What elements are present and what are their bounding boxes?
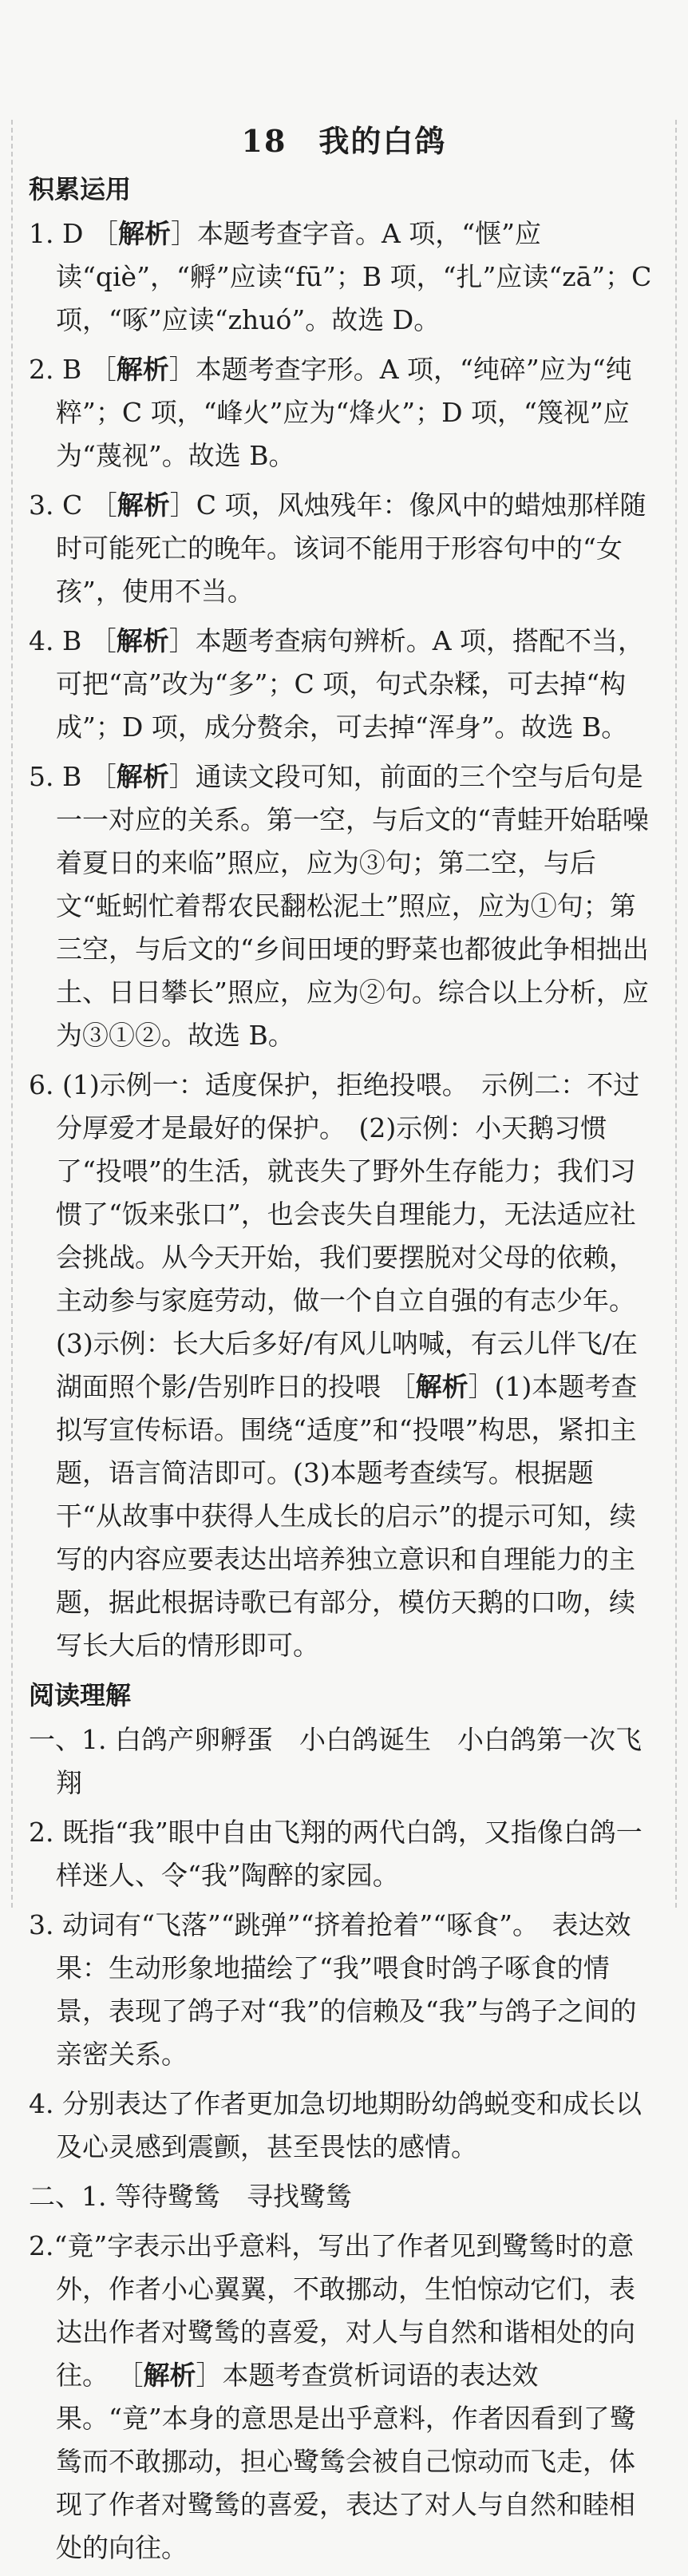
answer-q5: 5. B ［解析］通读文段可知，前面的三个空与后句是一一对应的关系。第一空，与后文的“青蛙开始聒噪着夏日的来临”照应，应为③句；第二空，与后文“蚯蚓忙着帮农民翻松泥土”照应，应为①句；第三空，与后文的“乡间田埂的野菜也都彼此争相拙出土、日日攀长”照应，应为②句。综合以上分析，应为③①②。故选 B。 xyxy=(29,761,649,1051)
answer-q3: 3. C ［解析］C 项，风烛残年：像风中的蜡烛那样随时可能死亡的晚年。该词不能用于形容句中的“女孩”，使用不当。 xyxy=(29,489,646,607)
page-title: 18 我的白鸽 xyxy=(241,123,447,159)
right-dashed-border xyxy=(675,120,677,1908)
section-reading: 阅读理解 xyxy=(29,1680,132,1710)
reading-1-3: 3. 动词有“飞落”“跳弹”“挤着抢着”“啄食”。 表达效果：生动形象地描绘了“我”喂食时鸽子啄食的情景，表现了鸽子对“我”的信赖及“我”与鸽子之间的亲密关系。 xyxy=(29,1909,637,2070)
reading-1-4: 4. 分别表达了作者更加急切地期盼幼鸽蜕变和成长以及心灵感到震颤，甚至畏怯的感情。 xyxy=(29,2088,642,2162)
answer-q2: 2. B ［解析］本题考查字形。A 项，“纯碎”应为“纯粹”；C 项，“峰火”应为“烽火”；D 项，“篾视”应为“蔑视”。故选 B。 xyxy=(29,354,632,471)
analysis-tag: 解析 xyxy=(117,218,171,249)
reading-2-2: 2.“竟”字表示出乎意料，写出了作者见到鹭鸶时的意外，作者小心翼翼，不敢挪动，生怕惊动它们，表达出作者对鹭鸶的喜爱，对人与自然和谐相处的向往。 ［解析］本题考查赏析词语的表达效果。“竟”本身的意思是出乎意料，作者因看到了鹭鸶而不敢挪动，担心鹭鸶会被自己惊动而飞走，体现了作者对鹭鸶的喜爱，表达了对人与自然和睦相处的向往。 xyxy=(29,2230,636,2563)
analysis-tag: 解析 xyxy=(117,489,170,521)
left-dashed-border xyxy=(11,120,13,1908)
section-accumulate: 积累运用 xyxy=(29,174,132,204)
analysis-tag: 解析 xyxy=(116,761,169,792)
reading-1-1: 一、1. 白鸽产卵孵蛋 小白鸽诞生 小白鸽第一次飞翔 xyxy=(29,1724,642,1798)
analysis-tag: 解析 xyxy=(116,354,169,385)
answer-q1: 1. D ［解析］本题考查字音。A 项，“惬”应读“qiè”，“孵”应读“fū”；B 项，“扎”应读“zā”；C 项，“啄”应读“zhuó”。故选 D。 xyxy=(29,218,652,335)
answer-q4: 4. B ［解析］本题考查病句辨析。A 项，搭配不当，可把“高”改为“多”；C 项，句式杂糅，可去掉“构成”；D 项，成分赘余，可去掉“浑身”。故选 B。 xyxy=(29,625,645,743)
reading-2-1: 二、1. 等待鹭鸶 寻找鹭鸶 xyxy=(29,2181,352,2212)
answer-content xyxy=(29,112,659,2576)
analysis-tag: 解析 xyxy=(415,1371,469,1402)
reading-1-2: 2. 既指“我”眼中自由飞翔的两代白鸽，又指像白鸽一样迷人、令“我”陶醉的家园。 xyxy=(29,1817,643,1891)
analysis-tag: 解析 xyxy=(116,625,169,656)
analysis-tag: 解析 xyxy=(143,2360,196,2391)
answer-q6: 6. (1)示例一：适度保护，拒绝投喂。 示例二：不过分厚爱才是最好的保护。 (2)示例：小天鹅习惯了“投喂”的生活，就丧失了野外生存能力；我们习惯了“饭来张口”，也会丧失自理能力，无法适应社会挑战。从今天开始，我们要摆脱对父母的依赖，主动参与家庭劳动，做一个自立自强的有志少年。 (3)示例：长大后多好/有风儿呐喊，有云儿伴飞/在湖面照个影/告别昨日的投喂 ［解析］(1)本题考查拟写宣传标语。围绕“适度”和“投喂”构思，紧扣主题，语言简洁即可。(3)本题考查续写。根据题干“从故事中获得人生成长的启示”的提示可知，续写的内容应要表达出培养独立意识和自理能力的主题，据此根据诗歌已有部分，模仿天鹅的口吻，续写长大后的情形即可。 xyxy=(29,1069,649,1661)
